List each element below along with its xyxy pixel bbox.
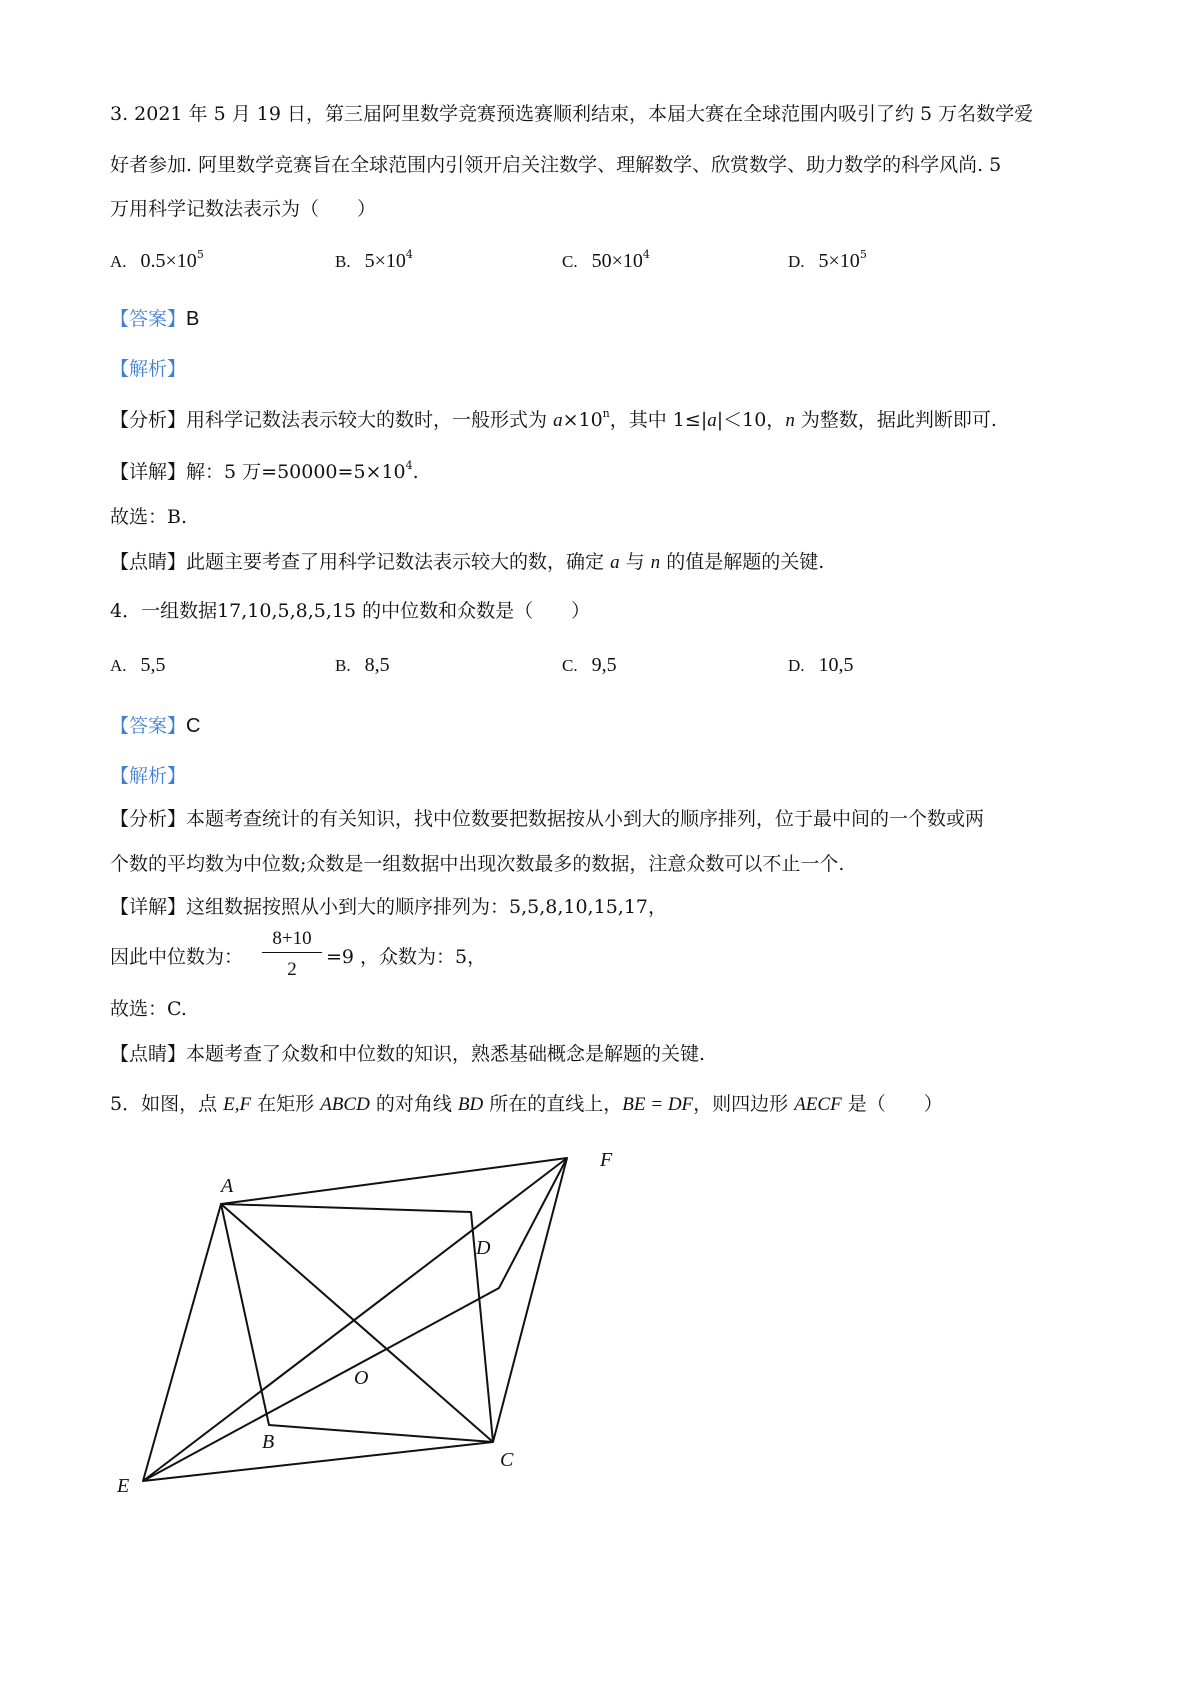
label-o: O: [354, 1367, 369, 1389]
q4-option-c: C. 9,5: [562, 654, 617, 676]
label-e: E: [117, 1475, 130, 1497]
q3-fenxi: 【分析】用科学记数法表示较大的数时，一般形式为 $a\times 10^n$，其中 1≤|a|＜10，n 为整数，据此判断即可.: [110, 407, 997, 431]
q3-stem-line1: 3. 2021 年 5 月 19 日，第三届阿里数学竞赛预选赛顺利结束，本届大赛在全球范围内吸引了约 5 万名数学爱: [110, 103, 1034, 125]
q3-option-c: C. $50\times 10^4$: [562, 248, 650, 272]
q4-dianjing: 【点睛】本题考查了众数和中位数的知识，熟悉基础概念是解题的关键.: [110, 1043, 706, 1065]
q3-option-b: B. $5\times 10^4$: [335, 248, 413, 272]
q3-option-a: A. $0.5\times 10^5$: [110, 248, 204, 272]
line-ef: [143, 1158, 567, 1481]
q3-stem-line2: 好者参加. 阿里数学竞赛旨在全球范围内引领开启关注数学、理解数学、欣赏数学、助力数学的科学风尚. 5: [110, 154, 1002, 176]
q4-xiangjie: 【详解】这组数据按照从小到大的顺序排列为：5,5,8,10,15,17，: [110, 896, 667, 918]
q3-dianjing: 【点睛】此题主要考查了用科学记数法表示较大的数，确定 a 与 n 的值是解题的关键.: [110, 551, 825, 573]
q3-option-d: D. $5\times 10^5$: [788, 248, 867, 272]
q5-stem: 5．如图，点 E,F 在矩形 ABCD 的对角线 BD 所在的直线上，BE = DF，则四边形 AECF 是（ ）: [110, 1093, 943, 1115]
q3-stem-line3: 万用科学记数法表示为（ ）: [110, 198, 377, 220]
label-f: F: [600, 1149, 613, 1171]
q3-guxuan: 故选：B.: [110, 506, 188, 528]
q4-guxuan: 故选：C.: [110, 998, 187, 1020]
q4-option-d: D. 10,5: [788, 654, 854, 676]
fraction-denominator: 2: [287, 959, 297, 980]
q4-analysis-tag: 【解析】: [110, 765, 187, 787]
answer-tag: 【答案】: [110, 715, 187, 737]
fraction-numerator: 8+10: [262, 928, 322, 953]
q4-option-b: B. 8,5: [335, 654, 390, 676]
label-c: C: [500, 1449, 514, 1471]
answer-letter: C: [186, 715, 201, 737]
q4-stem: 4．一组数据17,10,5,8,5,15 的中位数和众数是（ ）: [110, 600, 591, 622]
segment-ce: [143, 1442, 493, 1481]
answer-tag: 【答案】: [110, 308, 187, 330]
q4-option-a: A. 5,5: [110, 654, 166, 676]
q3-analysis-tag: 【解析】: [110, 358, 187, 380]
answer-letter: B: [186, 308, 200, 330]
q4-median-suffix: =9 ，众数为：5，: [326, 946, 487, 968]
q4-fenxi-line1: 【分析】本题考查统计的有关知识，找中位数要把数据按从小到大的顺序排列，位于最中间的一个数或两: [110, 808, 985, 830]
segment-fc: [493, 1158, 567, 1442]
label-b: B: [262, 1431, 275, 1453]
q4-fenxi-line2: 个数的平均数为中位数;众数是一组数据中出现次数最多的数据，注意众数可以不止一个.: [110, 853, 845, 875]
q3-xiangjie: 【详解】解：5 万$=50000=5\times 10^4$.: [110, 459, 419, 483]
label-a: A: [221, 1175, 234, 1197]
q4-median-prefix: 因此中位数为：: [110, 946, 244, 968]
label-d: D: [476, 1237, 491, 1259]
diagonal-ac: [221, 1204, 493, 1442]
